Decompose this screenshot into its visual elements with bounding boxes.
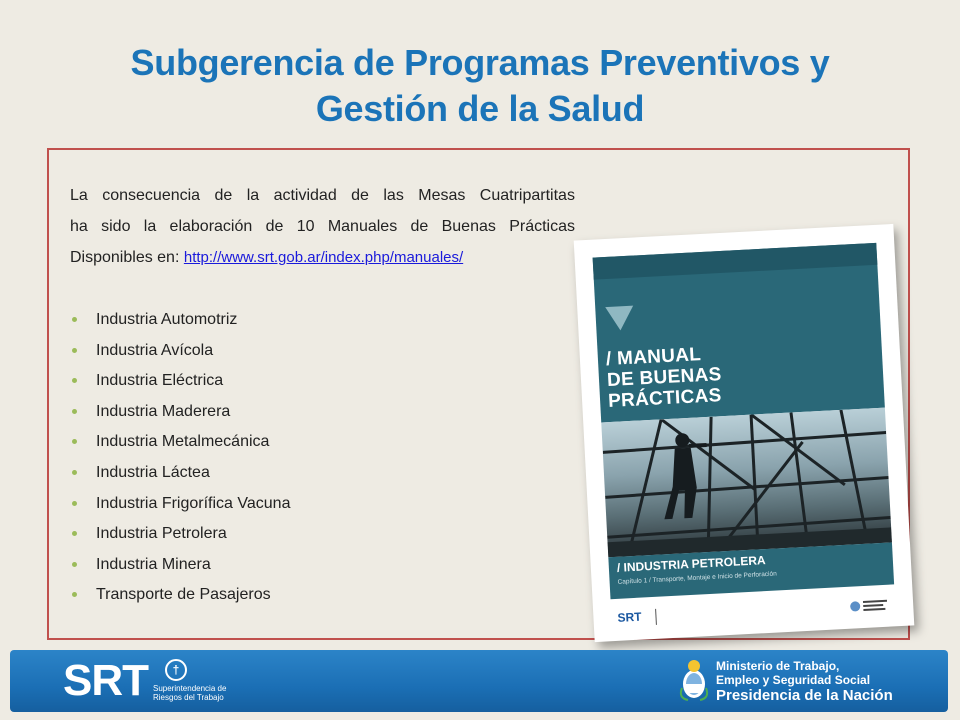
title-line-1: Subgerencia de Programas Preventivos y <box>130 42 830 83</box>
industry-list-item <box>70 397 290 428</box>
intro-word: de <box>351 187 369 204</box>
industry-label: Industria Eléctrica <box>96 372 224 390</box>
bullet-dot-icon <box>72 439 77 444</box>
intro-word: la <box>246 187 260 204</box>
industry-list-item <box>70 489 290 520</box>
cover-top-panel <box>593 243 885 423</box>
cover-top-strip <box>593 243 878 280</box>
intro-word: las <box>383 187 404 204</box>
bullet-dot-icon <box>72 562 77 567</box>
slide-title <box>0 40 960 132</box>
intro-line-1 <box>70 180 575 211</box>
bullet-dot-icon <box>72 470 77 475</box>
srt-emblem-icon: † <box>165 659 187 681</box>
industry-list-item <box>70 519 290 550</box>
industry-list-item <box>70 366 290 397</box>
intro-word: ha <box>70 218 88 235</box>
ministry-mini-logo-icon <box>849 595 890 617</box>
intro-word: la <box>143 218 157 235</box>
manual-cover-image <box>574 224 915 642</box>
srt-subtitle <box>153 684 226 702</box>
industry-label: Industria Automotriz <box>96 311 238 328</box>
industry-label: Industria Minera <box>96 555 211 573</box>
intro-word: de <box>410 218 429 235</box>
industry-list-item <box>70 305 290 336</box>
industry-label: Industria Avícola <box>96 341 214 359</box>
industry-list-item <box>70 336 290 367</box>
intro-line-2 <box>70 211 575 242</box>
industry-label: Industria Maderera <box>96 402 231 420</box>
intro-word: sido <box>101 218 131 235</box>
industry-list <box>70 305 290 611</box>
ministry-text <box>716 659 893 705</box>
bullet-dot-icon <box>72 317 77 322</box>
intro-word: Buenas <box>441 218 496 235</box>
oil-rig-worker-illustration <box>601 408 892 558</box>
industry-label: Transporte de Pasajeros <box>96 586 271 604</box>
industry-label: Industria Láctea <box>96 463 210 481</box>
bullet-dot-icon <box>72 592 77 597</box>
bullet-dot-icon <box>72 378 77 383</box>
cover-footer <box>611 592 896 633</box>
srt-subtitle-line-1: Superintendencia de <box>153 684 227 693</box>
cover-subtitle: / INDUSTRIA PETROLERA <box>616 553 766 575</box>
intro-word: 10 <box>296 218 315 235</box>
intro-word: actividad <box>273 187 337 204</box>
industry-list-item <box>70 550 290 581</box>
bullet-dot-icon <box>72 409 77 414</box>
bullet-dot-icon <box>72 531 77 536</box>
manuales-link[interactable]: http://www.srt.gob.ar/index.php/manuales/ <box>183 249 464 266</box>
srt-logo: SRT <box>63 656 148 705</box>
cover-title-line-1: / MANUAL <box>605 344 702 371</box>
industry-list-item <box>70 427 290 458</box>
intro-word: elaboración <box>169 218 253 235</box>
industry-label: Industria Petrolera <box>96 525 227 543</box>
industry-label: Industria Metalmecánica <box>96 433 270 451</box>
intro-word: consecuencia <box>102 187 201 204</box>
intro-line-3 <box>70 242 575 273</box>
industry-list-item <box>70 580 290 611</box>
cover-divider <box>655 609 657 625</box>
cover-title-line-3: PRÁCTICAS <box>607 385 723 413</box>
intro-word: de <box>265 218 284 235</box>
title-line-2: Gestión de la Salud <box>315 88 645 129</box>
national-coat-of-arms-icon <box>678 658 710 704</box>
footer-bar <box>10 650 948 712</box>
ministry-line-1: Ministerio de Trabajo, <box>716 659 840 673</box>
triangle-icon <box>605 306 634 331</box>
intro-word: La <box>70 187 88 204</box>
industry-list-item <box>70 458 290 489</box>
cover-srt-logo: SRT <box>617 609 642 625</box>
cover-caption: Capítulo 1 / Transporte, Montaje e Inicio de Perforación <box>617 570 777 586</box>
bullet-dot-icon <box>72 501 77 506</box>
intro-word: Prácticas <box>509 218 575 235</box>
cover-photo <box>601 408 892 558</box>
ministry-line-2: Empleo y Seguridad Social <box>716 673 871 687</box>
intro-paragraph <box>70 180 575 273</box>
intro-word: Cuatripartitas <box>479 187 575 204</box>
intro-word: de <box>214 187 233 204</box>
cover-title-line-2: DE BUENAS <box>606 364 723 392</box>
srt-subtitle-line-2: Riesgos del Trabajo <box>153 693 224 702</box>
available-label: Disponibles en: <box>70 249 180 266</box>
ministry-line-3: Presidencia de la Nación <box>716 687 893 704</box>
cover-title <box>605 343 723 412</box>
intro-word: Manuales <box>327 218 398 235</box>
bullet-dot-icon <box>72 348 77 353</box>
industry-label: Industria Frigorífica Vacuna <box>96 494 291 512</box>
intro-word: Mesas <box>418 187 466 204</box>
